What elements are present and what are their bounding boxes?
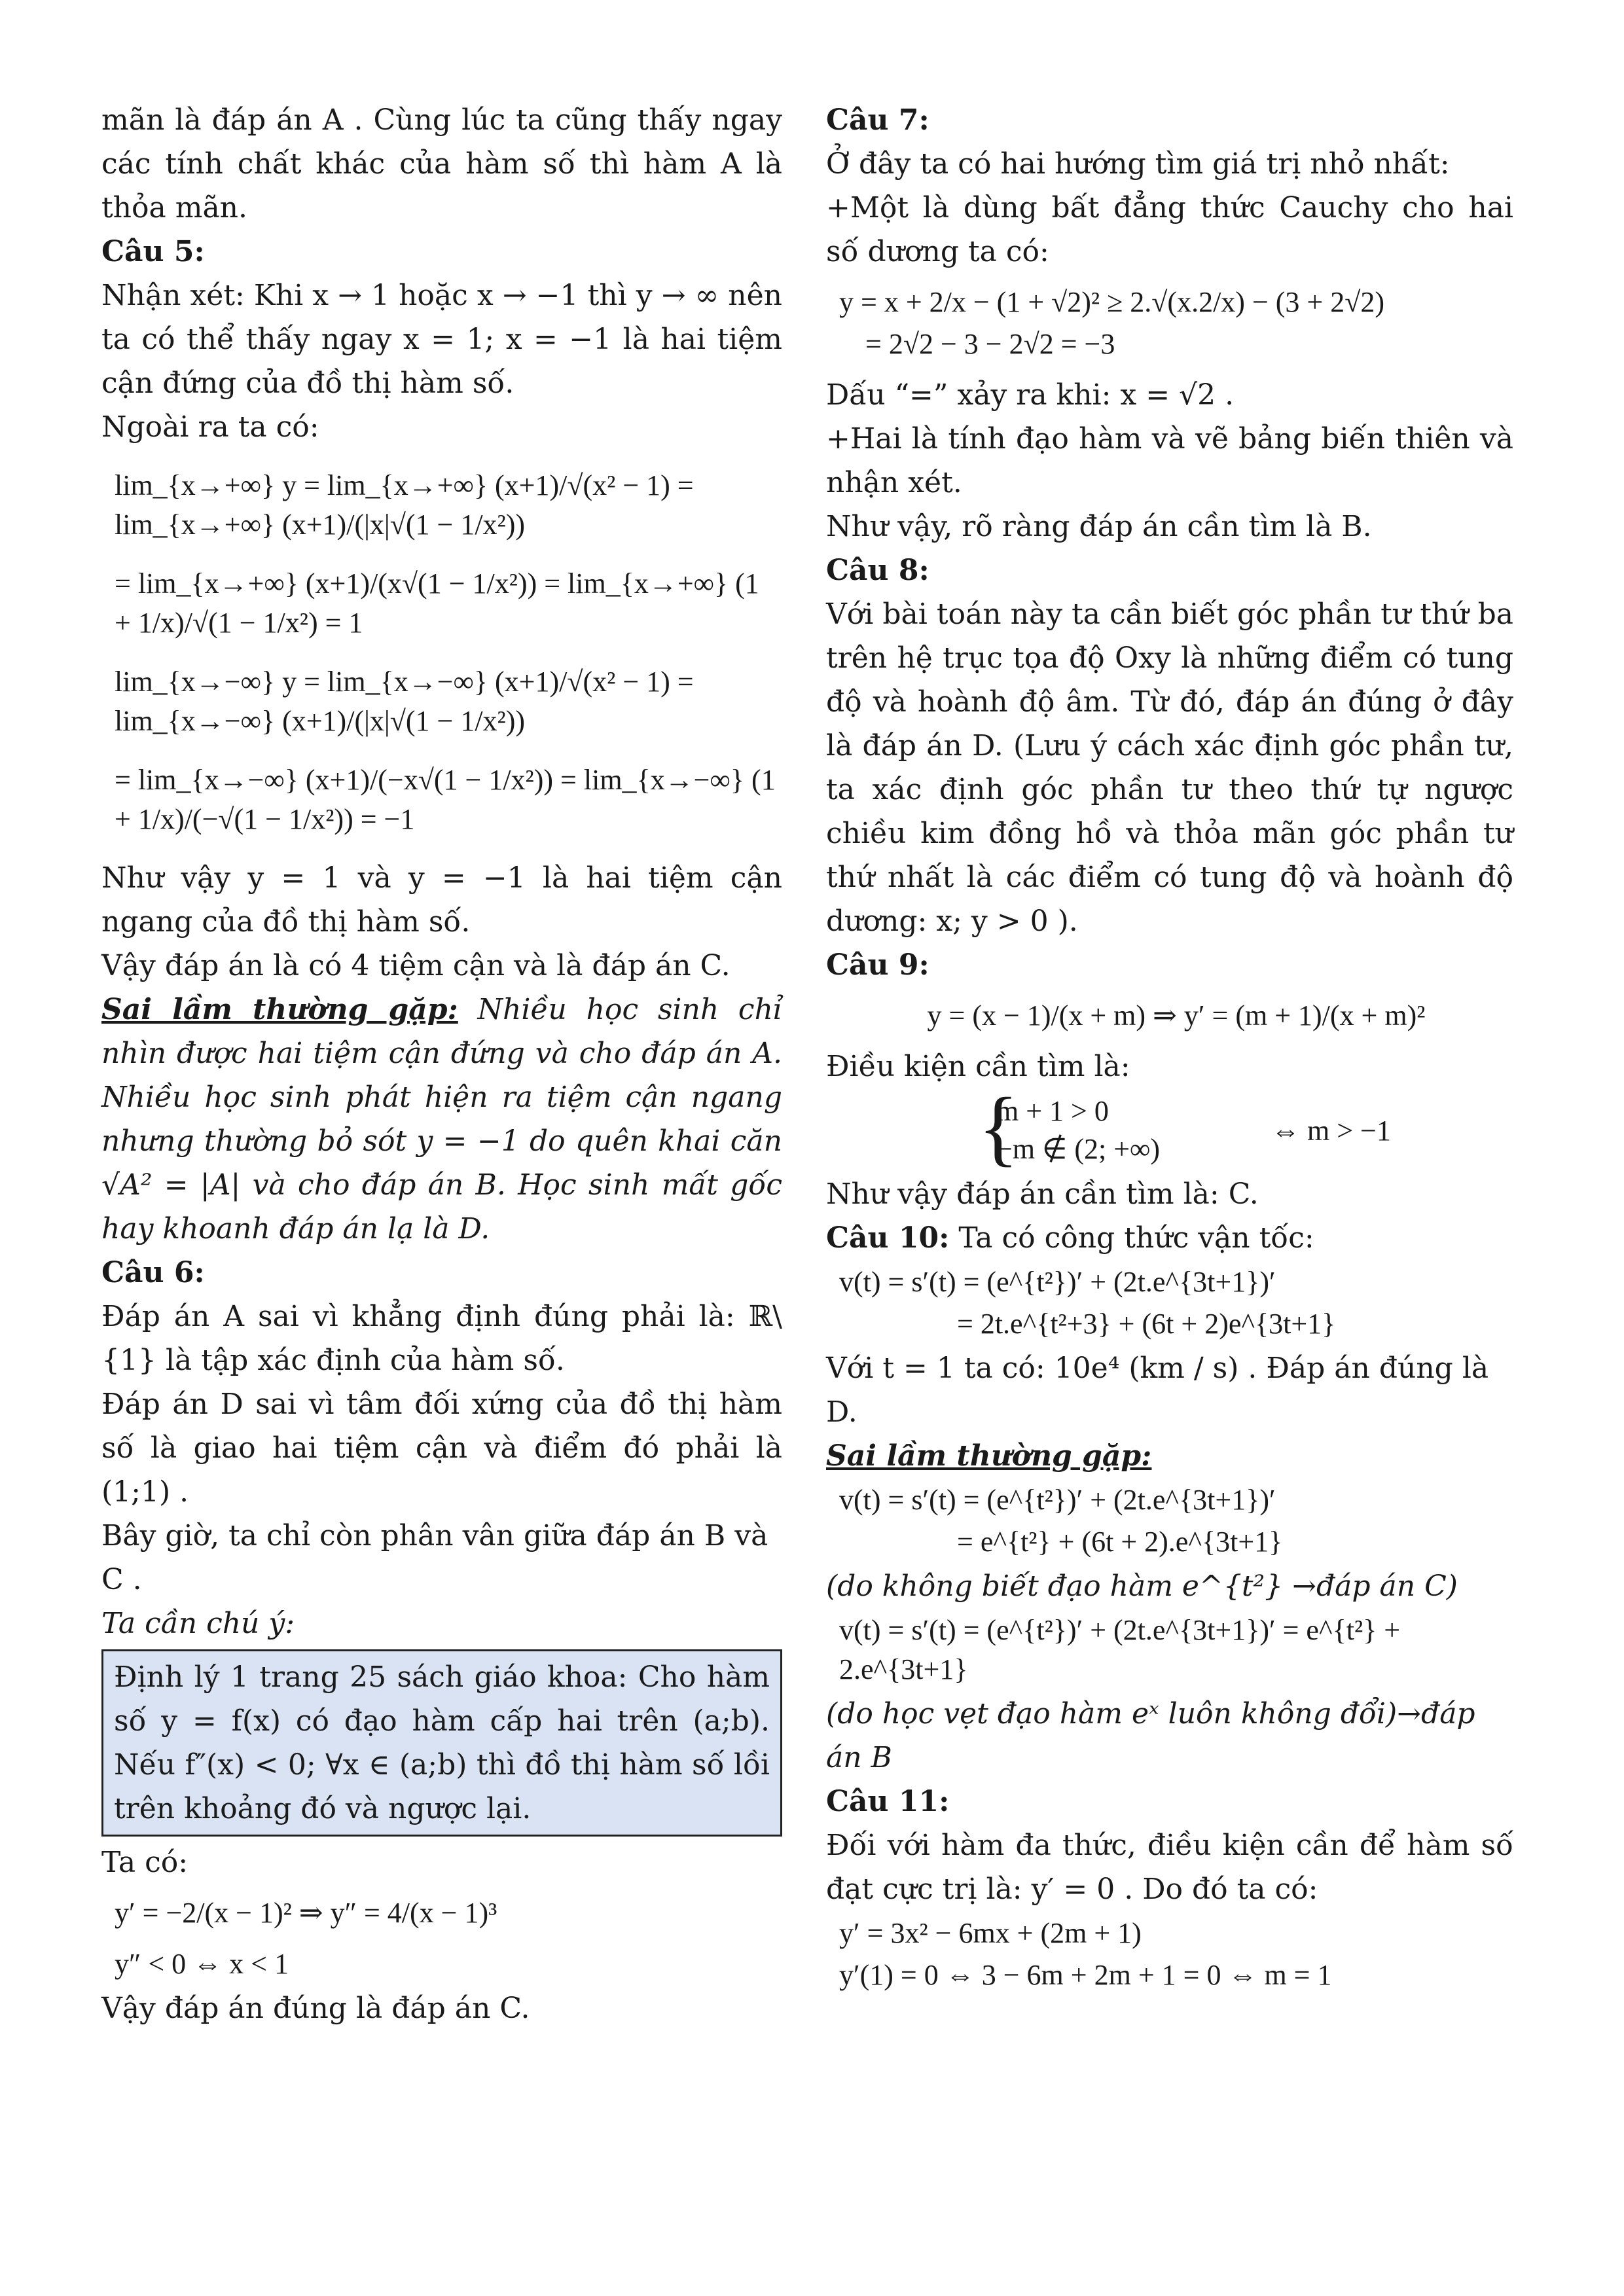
heading-cau-6: Câu 6: (101, 1256, 205, 1289)
equation: = 2t.e^{t²+3} + (6t + 2)e^{3t+1} (957, 1308, 1336, 1340)
heading-cau-5: Câu 5: (101, 235, 205, 268)
right-column (826, 98, 1513, 1998)
equation: y′ = 3x² − 6mx + (2m + 1) (839, 1917, 1142, 1949)
paragraph: Ta có công thức vận tốc: (958, 1221, 1314, 1255)
paragraph: mãn là đáp án A . Cùng lúc ta cũng thấy ngay các tính chất khác của hàm số thì hàm A là thỏa mãn. (101, 103, 782, 224)
paragraph: Điều kiện cần tìm là: (826, 1050, 1130, 1083)
condition-line: −m ∉ (2; +∞) (996, 1133, 1161, 1165)
equation: v(t) = s′(t) = (e^{t²})′ + (2t.e^{3t+1})′ (839, 1266, 1276, 1298)
paragraph: Vậy đáp án là có 4 tiệm cận và là đáp án C. (101, 949, 731, 982)
mistake-label: Sai lầm thường gặp: (826, 1439, 1152, 1473)
brace: { (978, 1081, 1019, 1175)
condition-result: ⇔ m > −1 (1271, 1115, 1391, 1147)
note: (do không biết đạo hàm e^{t²} →đáp án C) (826, 1570, 1458, 1603)
paragraph: Như vậy đáp án cần tìm là: C. (826, 1177, 1259, 1211)
equation: = e^{t²} + (6t + 2).e^{3t+1} (957, 1526, 1283, 1558)
paragraph: Ta cần chú ý: (101, 1607, 295, 1640)
mistake-label: Sai lầm thường gặp: (101, 993, 458, 1026)
paragraph: Vậy đáp án đúng là đáp án C. (101, 1992, 530, 2025)
heading-cau-9: Câu 9: (826, 948, 929, 982)
equation: y′ = −2/(x − 1)² ⇒ y″ = 4/(x − 1)³ (115, 1897, 497, 1929)
paragraph: Ta có: (101, 1846, 189, 1879)
note: (do học vẹt đạo hàm eˣ luôn không đổi)→đáp án B (826, 1697, 1475, 1774)
equation: lim_{x→−∞} y = lim_{x→−∞} (x+1)/√(x² − 1) = lim_{x→−∞} (x+1)/(|x|√(1 − 1/x²)) (115, 666, 694, 737)
paragraph: Như vậy, rõ ràng đáp án cần tìm là B. (826, 510, 1372, 543)
heading-cau-10: Câu 10: (826, 1221, 950, 1255)
paragraph: Đáp án A sai vì khẳng định đúng phải là: ℝ\{1} là tập xác định của hàm số. (101, 1300, 782, 1377)
paragraph: Đối với hàm đa thức, điều kiện cần để hàm số đạt cực trị là: y′ = 0 . Do đó ta có: (826, 1829, 1513, 1906)
equation: lim_{x→+∞} y = lim_{x→+∞} (x+1)/√(x² − 1) = lim_{x→+∞} (x+1)/(|x|√(1 − 1/x²)) (115, 469, 694, 541)
paragraph: Như vậy y = 1 và y = −1 là hai tiệm cận ngang của đồ thị hàm số. (101, 861, 782, 939)
paragraph: Với t = 1 ta có: 10e⁴ (km / s) . Đáp án đúng là D. (826, 1352, 1489, 1429)
equation: = 2√2 − 3 − 2√2 = −3 (865, 328, 1115, 360)
heading-cau-7: Câu 7: (826, 103, 929, 137)
condition-system (978, 1081, 1513, 1175)
cau-10-line (826, 1216, 1513, 1260)
theorem-text: Định lý 1 trang 25 sách giáo khoa: Cho hàm số y = f(x) có đạo hàm cấp hai trên (a;b). Nếu f″(x) < 0; ∀x ∈ (a;b) thì đồ thị hàm số lồi trên khoảng đó và ngược lại. (114, 1660, 770, 1825)
equation: y′(1) = 0 ⇔ 3 − 6m + 2m + 1 = 0 ⇔ m = 1 (839, 1959, 1332, 1991)
paragraph: Ngoài ra ta có: (101, 410, 319, 444)
mistake-text: Nhiều học sinh chỉ nhìn được hai tiệm cận đứng và cho đáp án A. Nhiều học sinh phát hiện ra tiệm cận ngang nhưng thường bỏ sót y = −1 do quên khai căn √A² = |A| và cho đáp án B. Học sinh mất gốc hay khoanh đáp án lạ là D. (101, 993, 782, 1246)
equation: v(t) = s′(t) = (e^{t²})′ + (2t.e^{3t+1})′ (839, 1484, 1276, 1516)
heading-cau-8: Câu 8: (826, 554, 929, 587)
paragraph: Nhận xét: Khi x → 1 hoặc x → −1 thì y → ∞ nên ta có thể thấy ngay x = 1; x = −1 là hai tiệm cận đứng của đồ thị hàm số. (101, 279, 782, 400)
equation: y″ < 0 ⇔ x < 1 (115, 1948, 289, 1980)
equation: y = x + 2/x − (1 + √2)² ≥ 2.√(x.2/x) − (3 + 2√2) (839, 286, 1385, 318)
common-mistake (101, 988, 782, 1251)
paragraph: Bây giờ, ta chỉ còn phân vân giữa đáp án B và C . (101, 1519, 768, 1596)
paragraph: Với bài toán này ta cần biết góc phần tư thứ ba trên hệ trục tọa độ Oxy là những điểm có tung độ và hoành độ âm. Từ đó, đáp án đúng ở đây là đáp án D. (Lưu ý cách xác định góc phần tư, ta xác định góc phần tư theo thứ tự ngược chiều kim đồng hồ và thỏa mãn góc phần tư thứ nhất là các điểm có tung độ và hoành độ dương: x; y > 0 ). (826, 598, 1513, 938)
theorem-box (101, 1649, 782, 1837)
paragraph: Ở đây ta có hai hướng tìm giá trị nhỏ nhất: (826, 147, 1450, 181)
equation: y = (x − 1)/(x + m) ⇒ y′ = (m + 1)/(x + m)² (927, 999, 1426, 1031)
heading-cau-11: Câu 11: (826, 1785, 950, 1818)
paragraph: +Một là dùng bất đẳng thức Cauchy cho hai số dương ta có: (826, 191, 1513, 268)
condition-line: m + 1 > 0 (996, 1095, 1109, 1127)
equation: = lim_{x→−∞} (x+1)/(−x√(1 − 1/x²)) = lim_{x→−∞} (1 + 1/x)/(−√(1 − 1/x²)) = −1 (115, 764, 776, 835)
paragraph: +Hai là tính đạo hàm và vẽ bảng biến thiên và nhận xét. (826, 422, 1513, 499)
paragraph: Đáp án D sai vì tâm đối xứng của đồ thị hàm số là giao hai tiệm cận và điểm đó phải là (1;1) . (101, 1388, 782, 1509)
left-column (101, 98, 782, 2030)
equation: v(t) = s′(t) = (e^{t²})′ + (2t.e^{3t+1})′ = e^{t²} + 2.e^{3t+1} (839, 1614, 1401, 1685)
paragraph: Dấu “=” xảy ra khi: x = √2 . (826, 378, 1235, 412)
equation: = lim_{x→+∞} (x+1)/(x√(1 − 1/x²)) = lim_{x→+∞} (1 + 1/x)/√(1 − 1/x²) = 1 (115, 567, 759, 639)
